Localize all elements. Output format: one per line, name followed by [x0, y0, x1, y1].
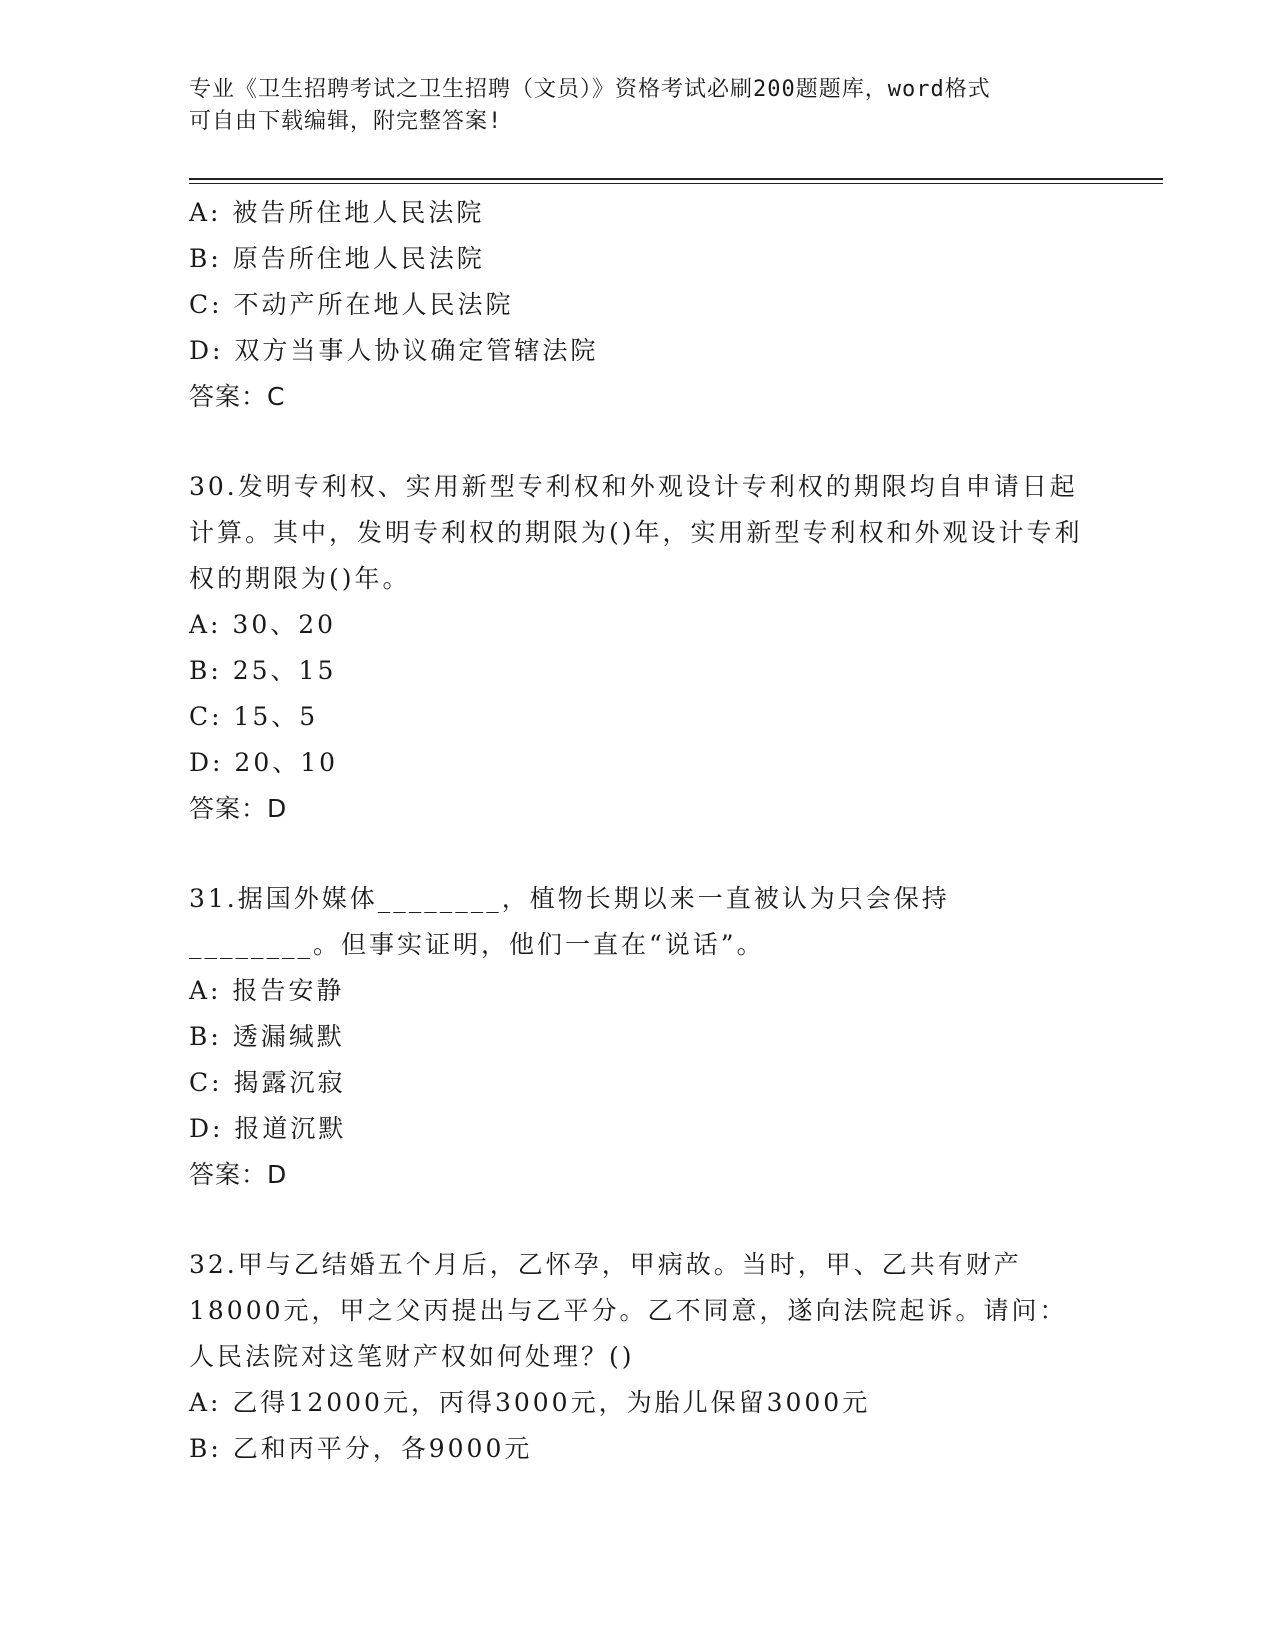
question-29	[189, 190, 1089, 420]
option-b: B: 原告所住地人民法院	[189, 244, 485, 273]
option-a: A: 报告安静	[189, 976, 345, 1005]
question-text: 30.发明专利权、实用新型专利权和外观设计专利权的期限均自申请日起计算。其中，发明专利权的期限为()年，实用新型专利权和外观设计专利权的期限为()年。	[189, 472, 1083, 593]
question-text: 31.据国外媒体________，植物长期以来一直被认为只会保持________。但事实证明，他们一直在“说话”。	[189, 884, 950, 959]
header-divider-thick	[189, 178, 1163, 180]
option-d: D: 20、10	[189, 748, 339, 777]
spacer	[189, 1198, 1089, 1242]
option-b: B: 25、15	[189, 656, 337, 685]
option-b: B: 乙和丙平分，各9000元	[189, 1434, 533, 1463]
option-a: A: 乙得12000元，丙得3000元，为胎儿保留3000元	[189, 1388, 871, 1417]
option-a: A: 30、20	[189, 610, 337, 639]
question-31	[189, 876, 1089, 1198]
option-c: C: 揭露沉寂	[189, 1068, 346, 1097]
header-divider-thin	[189, 183, 1163, 184]
answer-label: 答案：C	[189, 382, 286, 411]
answer-label: 答案：D	[189, 794, 288, 823]
option-a: A: 被告所住地人民法院	[189, 198, 485, 227]
spacer	[189, 832, 1089, 876]
question-list	[189, 190, 1089, 1472]
option-c: C: 15、5	[189, 702, 319, 731]
option-d: D: 报道沉默	[189, 1114, 347, 1143]
option-d: D: 双方当事人协议确定管辖法院	[189, 336, 599, 365]
question-30	[189, 464, 1089, 832]
document-header	[189, 74, 1069, 138]
header-line-1: 专业《卫生招聘考试之卫生招聘（文员）》资格考试必刷200题题库，word格式	[189, 77, 991, 102]
option-c: C: 不动产所在地人民法院	[189, 290, 514, 319]
spacer	[189, 420, 1089, 464]
header-line-2: 可自由下载编辑，附完整答案!	[189, 109, 503, 134]
answer-label: 答案：D	[189, 1160, 288, 1189]
question-text: 32.甲与乙结婚五个月后，乙怀孕，甲病故。当时，甲、乙共有财产18000元，甲之父丙提出与乙平分。乙不同意，遂向法院起诉。请问：人民法院对这笔财产权如何处理？()	[189, 1250, 1068, 1371]
question-32	[189, 1242, 1089, 1472]
option-b: B: 透漏缄默	[189, 1022, 345, 1051]
